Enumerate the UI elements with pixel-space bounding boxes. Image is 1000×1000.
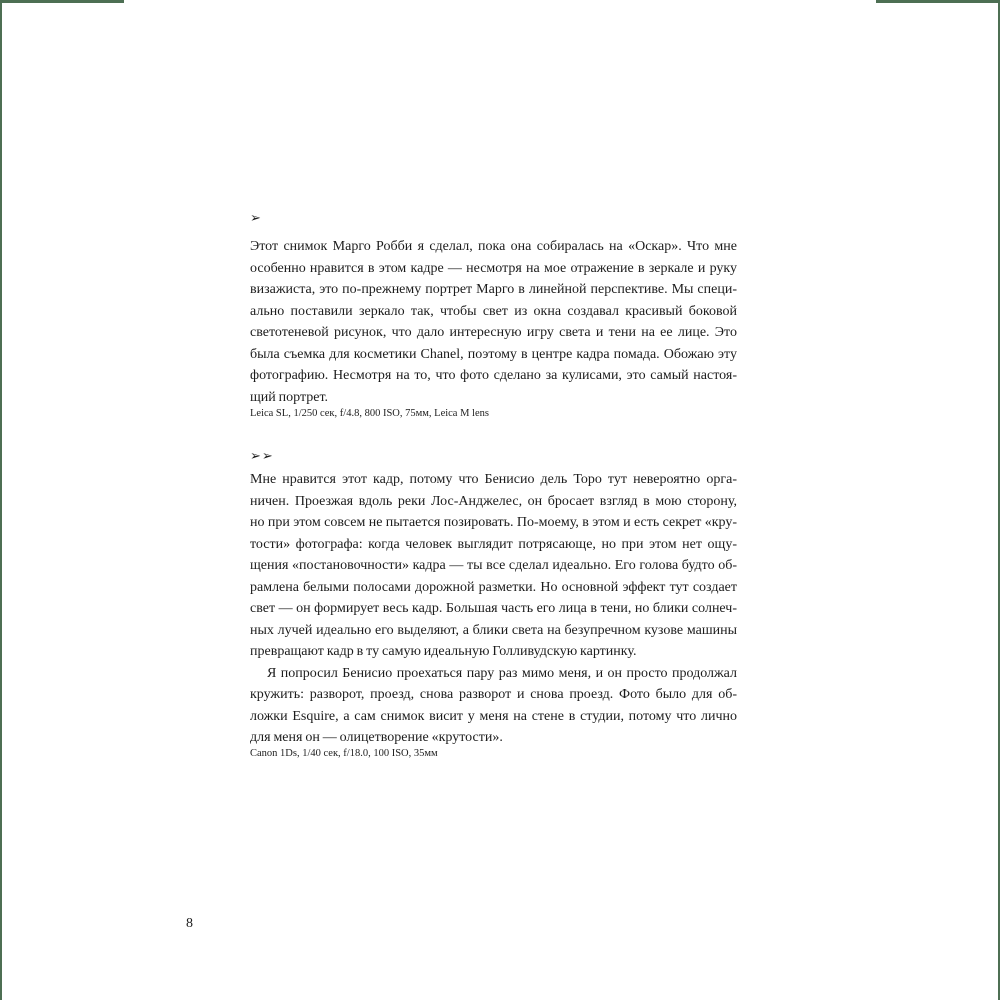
trim-mark-top-right [876, 0, 1000, 3]
camera-settings-caption-canon: Canon 1Ds, 1/40 сек, f/18.0, 100 ISO, 35мм [250, 748, 438, 759]
page-number: 8 [186, 916, 193, 931]
trim-mark-left-edge [0, 0, 2, 1000]
arrowhead-marker-single: ➢ [250, 211, 262, 226]
trim-mark-top-left [0, 0, 124, 3]
paragraph-benicio-del-toro-2: Я попросил Бенисио проехаться пару раз мимо меня, и он просто продолжал кружить: разворот, проезд, снова разворот и снова проезд. Фото было для об- ложки Esquire, а сам снимок висит у меня на стене в студии, потому что лично для меня он — олицетворение «крутости». [250, 665, 737, 745]
paragraph-margot-robbie: Этот снимок Марго Робби я сделал, пока она собиралась на «Оскар». Что мне особенно нравится в этом кадре — несмотря на мое отражение в зеркале и руку визажиста, это по-прежнему портрет Марго в линейной перспективе. Мы специ- ально поставили зеркало так, чтобы свет из окна создавал красивый боковой светотеневой рисунок, что дало интересную игру света и тени на ее лице. Это была съемка для косметики Chanel, поэтому в центре кадра помада. Обожаю эту фотографию. Несмотря на то, что фото сделано за кулисами, это самый настоя- щий портрет. [250, 239, 737, 405]
camera-settings-caption-leica: Leica SL, 1/250 сек, f/4.8, 800 ISO, 75мм, Leica M lens [250, 408, 489, 419]
text-column [250, 0, 737, 1000]
arrowhead-marker-double: ➢➢ [250, 449, 274, 464]
paragraph-benicio-del-toro-1: Мне нравится этот кадр, потому что Бенисио дель Торо тут невероятно орга- ничен. Проезжая вдоль реки Лос-Анджелес, он бросает взгляд в мою сторону, но при этом совсем не пытается позировать. По-моему, в этом и есть секрет «кру- тости» фотографа: когда человек выглядит потрясающе, но при этом нет ощу- щения «постановочности» кадра — ты все сделал идеально. Его голова будто об- рамлена белыми полосами дорожной разметки. Но основной эффект тут создает свет — он формирует весь кадр. Большая часть его лица в тени, но блики солнеч- ных лучей идеально его выделяют, а блики света на безупречном кузове машины превращают кадр в ту самую идеальную Голливудскую картинку. [250, 472, 737, 659]
